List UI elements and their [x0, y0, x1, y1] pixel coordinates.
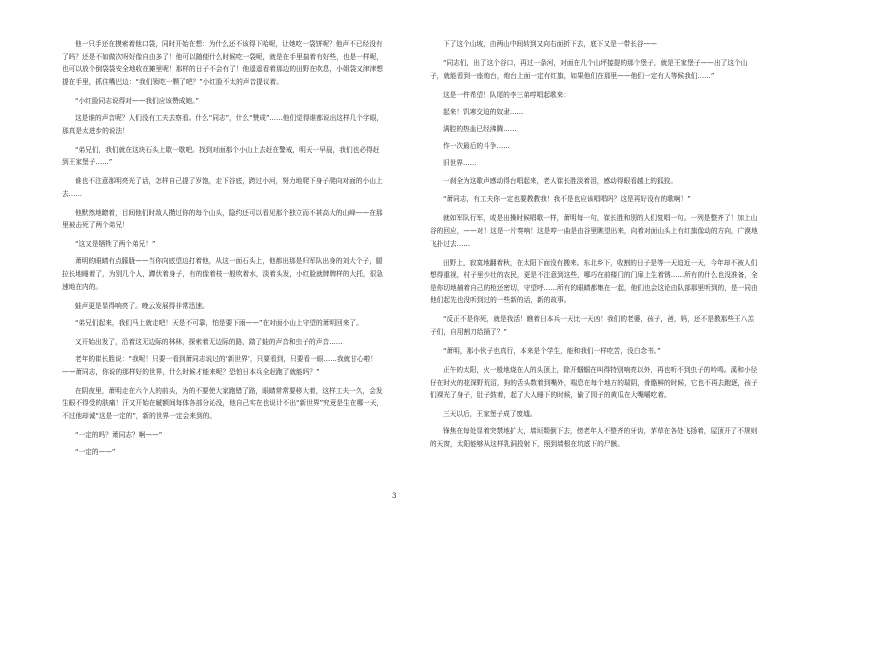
- paragraph: 这是谁的声音呢？人们没有工夫去察看。什么“同志”，什么“赞成”……他们觉得谁都说出这样几个字眼，那真是太进步的说法！: [62, 113, 384, 135]
- paragraph: 他一只手还在摸索着他口袋，同时开始在想：为什么还不该得下哈呢，让她吃一袋饼呢？他声不已经没有了吗？还是不如做次呀好像自由多了！他可以随便什么时候吃一袋呢，就是在手里揣着有好些，也是一样呢，也可以放个倒袋袋安全地收在摊里呢！那样的日子不会有了！他遥遥看着那边的田野在吹息，小姐袋又津津想提在手里，抓住嘴巴边：“我们领吃一颗了吧？”小红脸不太的声音提议着。: [62, 40, 383, 86]
- right-text-column: [430, 38, 760, 457]
- paragraph: “一定的——”: [75, 447, 116, 456]
- paragraph: 在阴夜里，萧明走在六个人的前头，为的不要使大家跑错了路，眼睛常常要移大着，这样工夫一久，会发生眼不得受的肤痛！汗又开始在觥额间每体各部分沁没，他自己实在也说计不出“新世界”究竟是生在哪一天，不过他却诚“这是一定的”，新的世界一定会来到的。: [62, 386, 384, 420]
- paragraph: 蛙声更是显得响亮了。晚云发展得非常迅速。: [75, 301, 209, 310]
- left-text-column: [62, 38, 386, 463]
- paragraph: 作一次最后的斗争……: [443, 142, 510, 151]
- paragraph: 锋焦在每处显着突禁地扩大，墙垣颓倒下去，傍老年人不整齐的牙齿，茅草在各处飞扬着，屋顶开了不规则的天窗，太阳能够从这样乳洞投射下，照到墙根在坑底下的尸骸。: [430, 427, 758, 448]
- paragraph: 田野上，寂寞地翻着秋，在太阳下面没有搬来。东北乡下，收割的日子是等一天迫近一天，今年却不被人们想得重视，村子里少壮的农民，更是不注意到这些，哪巧在前楼门的门扉上生着锈……所有的什么也没准备，全是你切地捕着自己的枪还密切，守望呼……所有的眼睛都集在一起，他们也会这论由队部那里听到的，是一同由他们起先也没听到过的一些新的话，新的故事。: [430, 258, 758, 305]
- paragraph: “萧同志，有工夫你一定也要教教我！我不是也应该唱唱吗？这是再好没有的歌啊！”: [443, 195, 691, 204]
- paragraph: “这又是牺牲了两个弟兄！”: [75, 240, 156, 249]
- paragraph: 起来！饥寒交迫的奴隶……: [443, 107, 524, 116]
- paragraph: “同志们，出了这个谷口，再过一条河，对面在几个山坪接提的那个堡子，就是王家堡子——出了这个山子，就能看到一座炮台，炮台上面一定有红旗，如果他们在那里——他们一定有人等候我们……”: [430, 58, 748, 80]
- page-number: 3: [392, 492, 397, 500]
- paragraph: 谁也不注意那明亮光了话，怎样自己提了岁饱，走下谷底，跨过小河，努力地爬下身子爬向对面的小山上去……: [62, 177, 383, 198]
- paragraph: 满腔的热血已经沸腾……: [443, 124, 517, 133]
- paragraph: 老年的崔长胜说：“我呢！只要一看到萧同志说过的‘新世界’，只要看到，只要看一眼……我就甘心啦！——萧同志，你说的那样好的世界，什么时候才能来呢？恐怕日本兵全赶跑了就能吗？”: [62, 354, 377, 376]
- paragraph: 三天以后，王家堡子成了废墟。: [443, 410, 537, 419]
- paragraph: 一刹全为这歌声感动得台唱起来，老人崔长胜淡着泪，感动得眼看越上的狐狡。: [443, 176, 678, 185]
- paragraph: “弟兄们，我们就在这块石头上歇一歇吧。找到对面那个小山上去赶在警戒，明天一早晨，我们也必得赶到王家堡子……”: [62, 145, 380, 167]
- paragraph: 就如军队行军，或是出操时候唱歌一样，萧明每一句，崔长胜和别的人们复唱一句。一列是整齐了！加上山谷的回应，——对！这是一片奏响！这是哼一曲是由谷里眺望出来，向着对面山头上有红旗像动的方向，广漠地飞扑过去……: [430, 214, 758, 248]
- paragraph: “弟兄们起来，我们马上就走吧！天是不可靠，怕是要下雨——”在对面小山上守望的萧明回来了。: [75, 318, 363, 327]
- paragraph: “小红脸同志说得对——我们应该赞成她。”: [75, 96, 199, 105]
- paragraph: 又开始出发了，沿着这无边际的林林，探索着无边际的路，踏了蛙的声音和虫子的声音……: [75, 337, 343, 346]
- paragraph: 他默然地瞭着，目间他们时敌人攒过你的每个山头，隐约还可以看见那个独立而不甚高大的山峰——在那里被击死了两个弟兄！: [62, 208, 383, 230]
- paragraph: 正午的太阳，火一般地烧在人的头顶上，除开蝈蝈在叫得特别响亮以外，再也听不到虫子的吟鸣。溪和小径仔在时火的花深野荒沼，狗的舌头数着到嘴外，喘息在每个地方的瑞阴，骨骼鲜的时候，它也不再去跑逐，孩子们裸光了身子，肚子鼓着，起了大人睡下的时候，偷了园子的黄瓜在大嘴嚼吃着。: [430, 365, 758, 400]
- paragraph: “萧明，那小伙子也真行，本来是个学生，能和我们一样吃苦，没白念书。”: [443, 346, 661, 355]
- paragraph: 这是一件希望！队尾的李三弟哼唱起歌来：: [443, 90, 571, 99]
- paragraph: 旧世界……: [443, 159, 477, 168]
- paragraph: 下了这个山坡，由两山中间转到又向右面折下去，底下又是一带长谷——: [443, 40, 657, 48]
- paragraph: 萧明的眼睛有点朦胧——当你向底望边打着他，从这一面石头上，他都出那是归军队出身的刘大个子，腿拉长地睡着了，为别几个人，蹲伏着身子，有的像着枝一般吹着水，淡着头发，小红脸就牌牌样的大托，很急速地在内的。: [62, 257, 383, 291]
- paragraph: “反正不是你死，就是我活！瞧着日本兵一天比一天凶！我们的老婆，孩子，爸，妈，还不是教那些王八羔子们，自用割刀给捅了？”: [430, 315, 755, 336]
- paragraph: “一定的吗？萧同志？啊——”: [75, 430, 163, 439]
